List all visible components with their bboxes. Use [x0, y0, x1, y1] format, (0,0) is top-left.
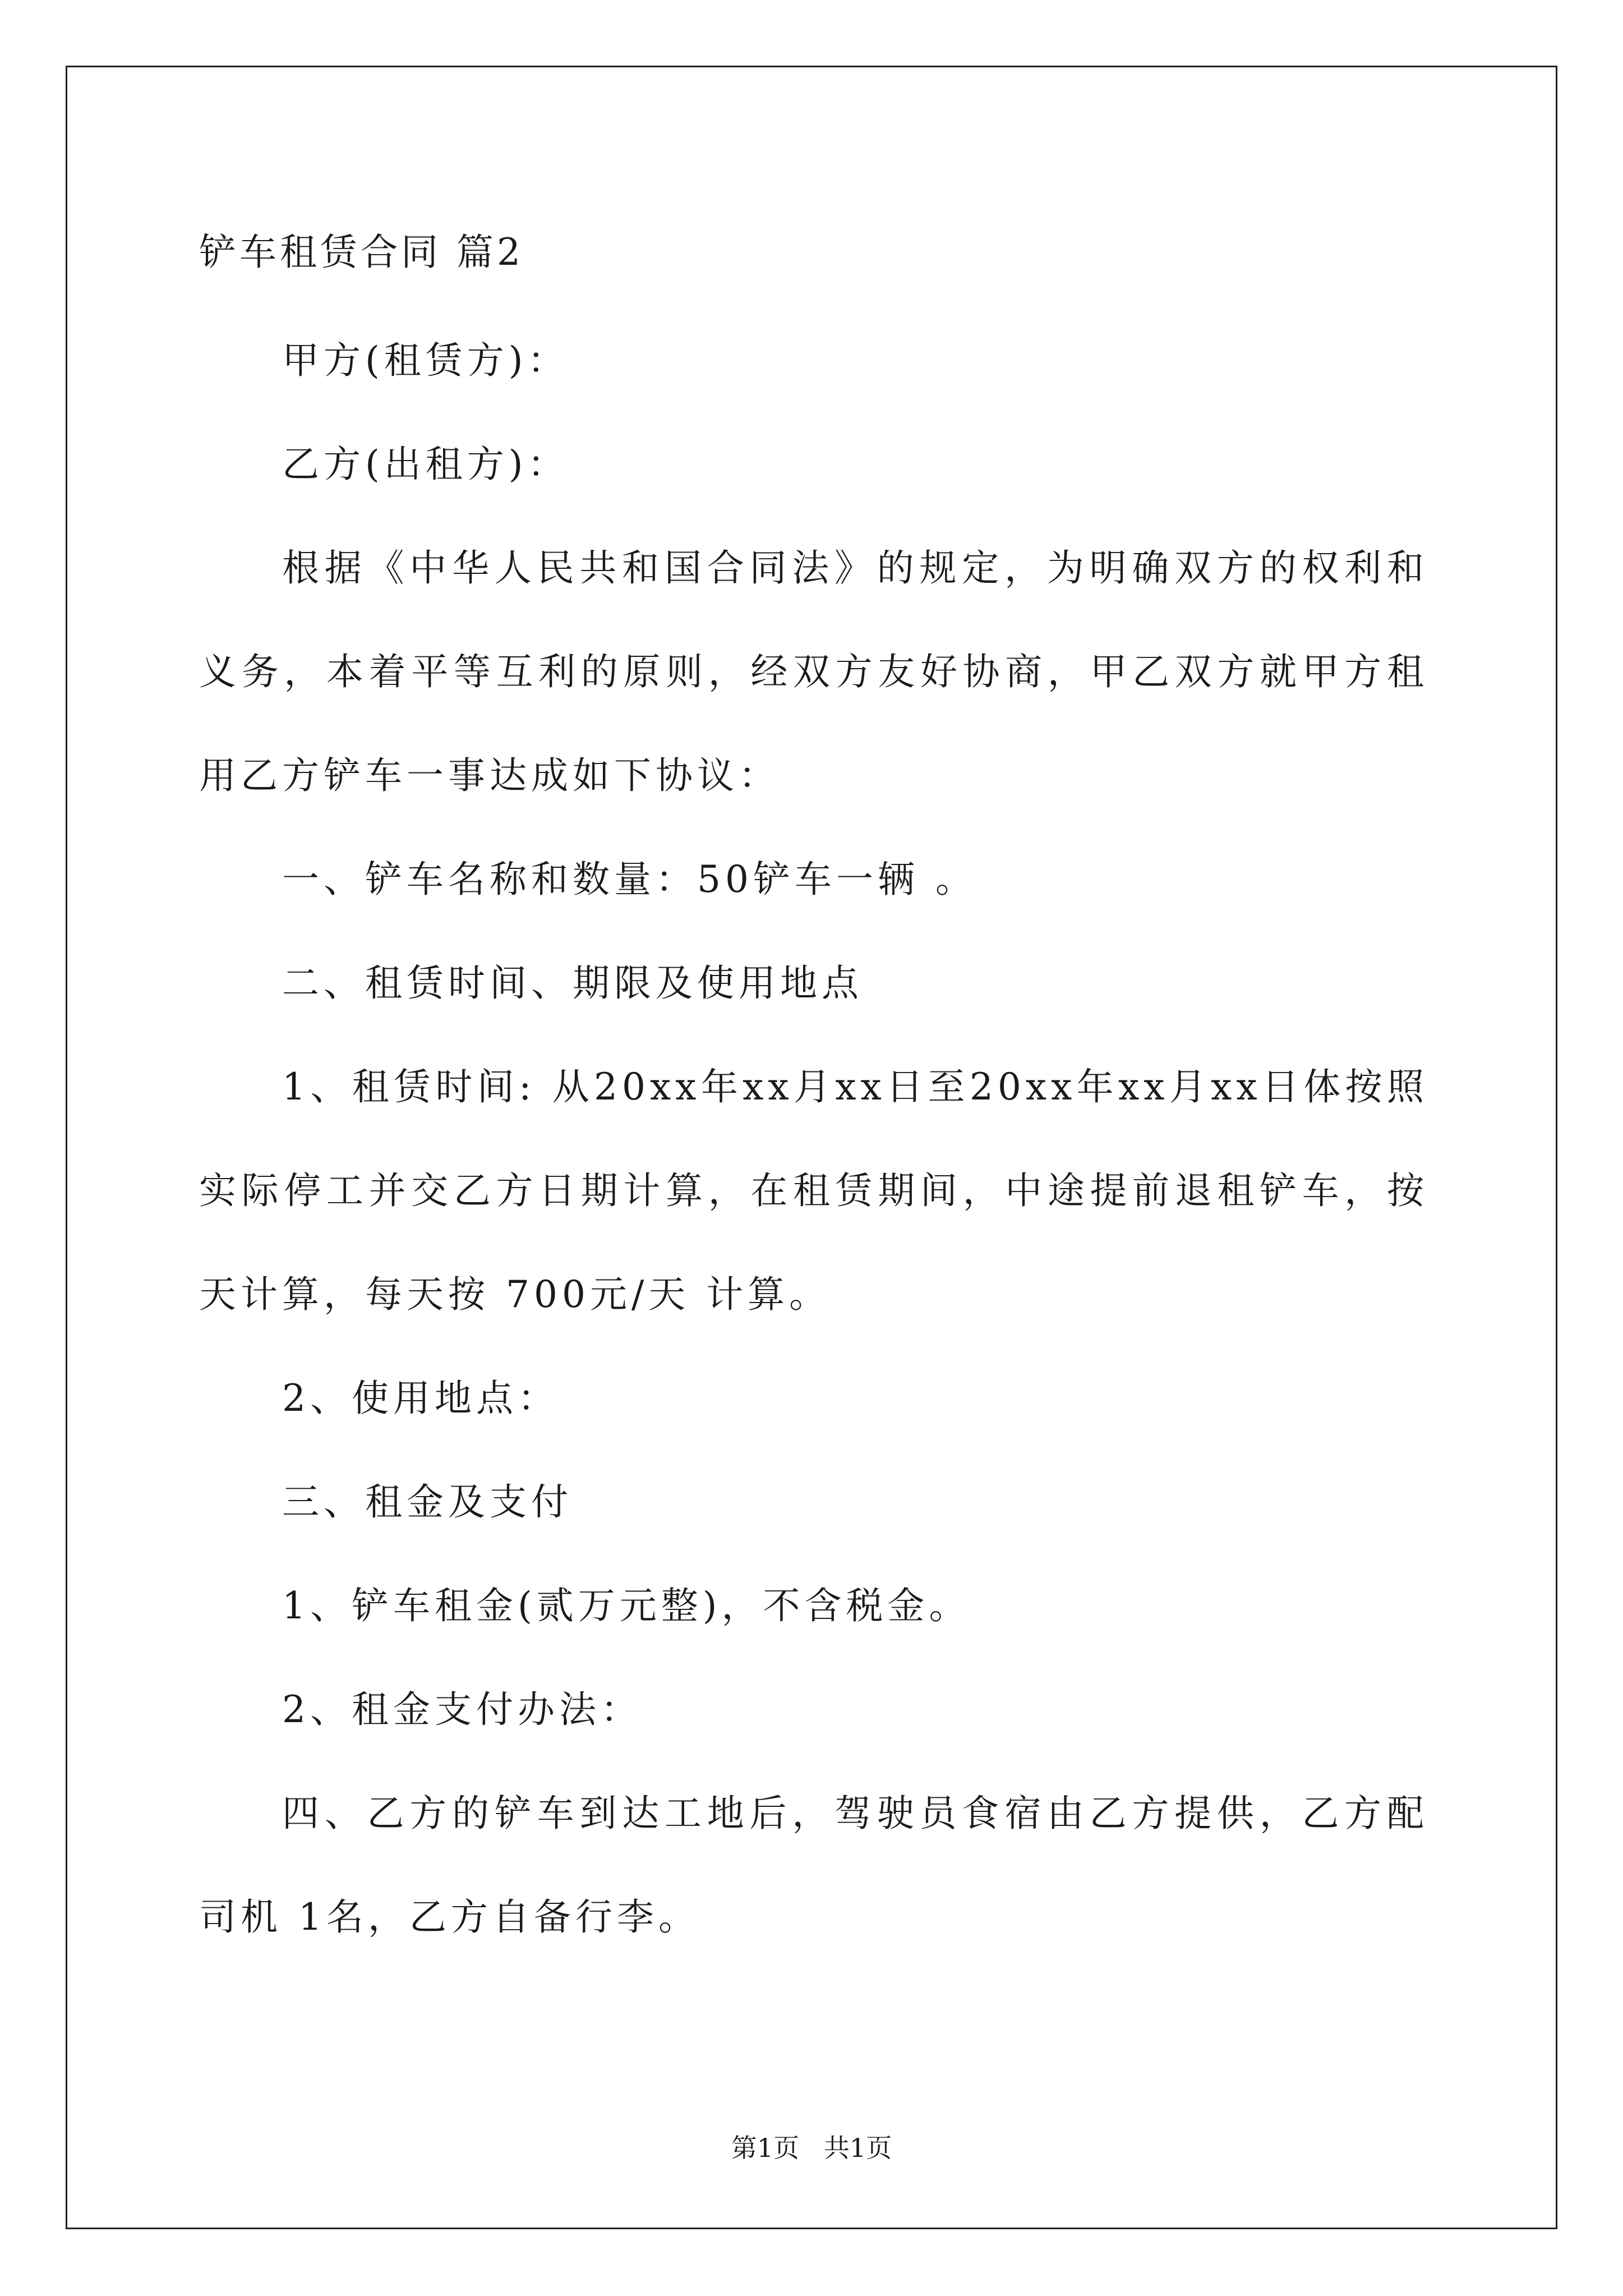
- paragraph-party-a: 甲方(租赁方)：: [282, 339, 569, 382]
- paragraph-clause-3: 三、租金及支付: [282, 1480, 573, 1524]
- document-title: 铲车租赁合同 篇2: [199, 231, 524, 274]
- paragraph-rent-amount: 1、铲车租金(贰万元整)，不含税金。: [282, 1584, 971, 1627]
- paragraph-clause-2: 二、租赁时间、期限及使用地点: [282, 961, 863, 1005]
- paragraph-clause-4: 四、乙方的铲车到达工地后，驾驶员食宿由乙方提供，乙方配司机 1名，乙方自备行李。: [199, 1792, 1428, 1939]
- paragraph-location: 2、使用地点：: [282, 1377, 559, 1420]
- paragraph-preamble: 根据《中华人民共和国合同法》的规定，为明确双方的权利和义务，本着平等互利的原则，经双方友好协商，甲乙双方就甲方租用乙方铲车一事达成如下协议：: [199, 546, 1428, 797]
- paragraph-rental-period: 1、租赁时间: 从20xx年xx月xx日至20xx年xx月xx日体按照实际停工并交乙方日期计算，在租赁期间，中途提前退租铲车，按天计算，每天按 700元/天 计算。: [199, 1065, 1428, 1316]
- paragraph-party-b: 乙方(出租方)：: [282, 443, 569, 486]
- page-footer: 第1页 共1页: [731, 2133, 892, 2163]
- paragraph-clause-1: 一、铲车名称和数量：50铲车一辆 。: [282, 858, 977, 901]
- paragraph-payment-method: 2、租金支付办法：: [282, 1688, 642, 1731]
